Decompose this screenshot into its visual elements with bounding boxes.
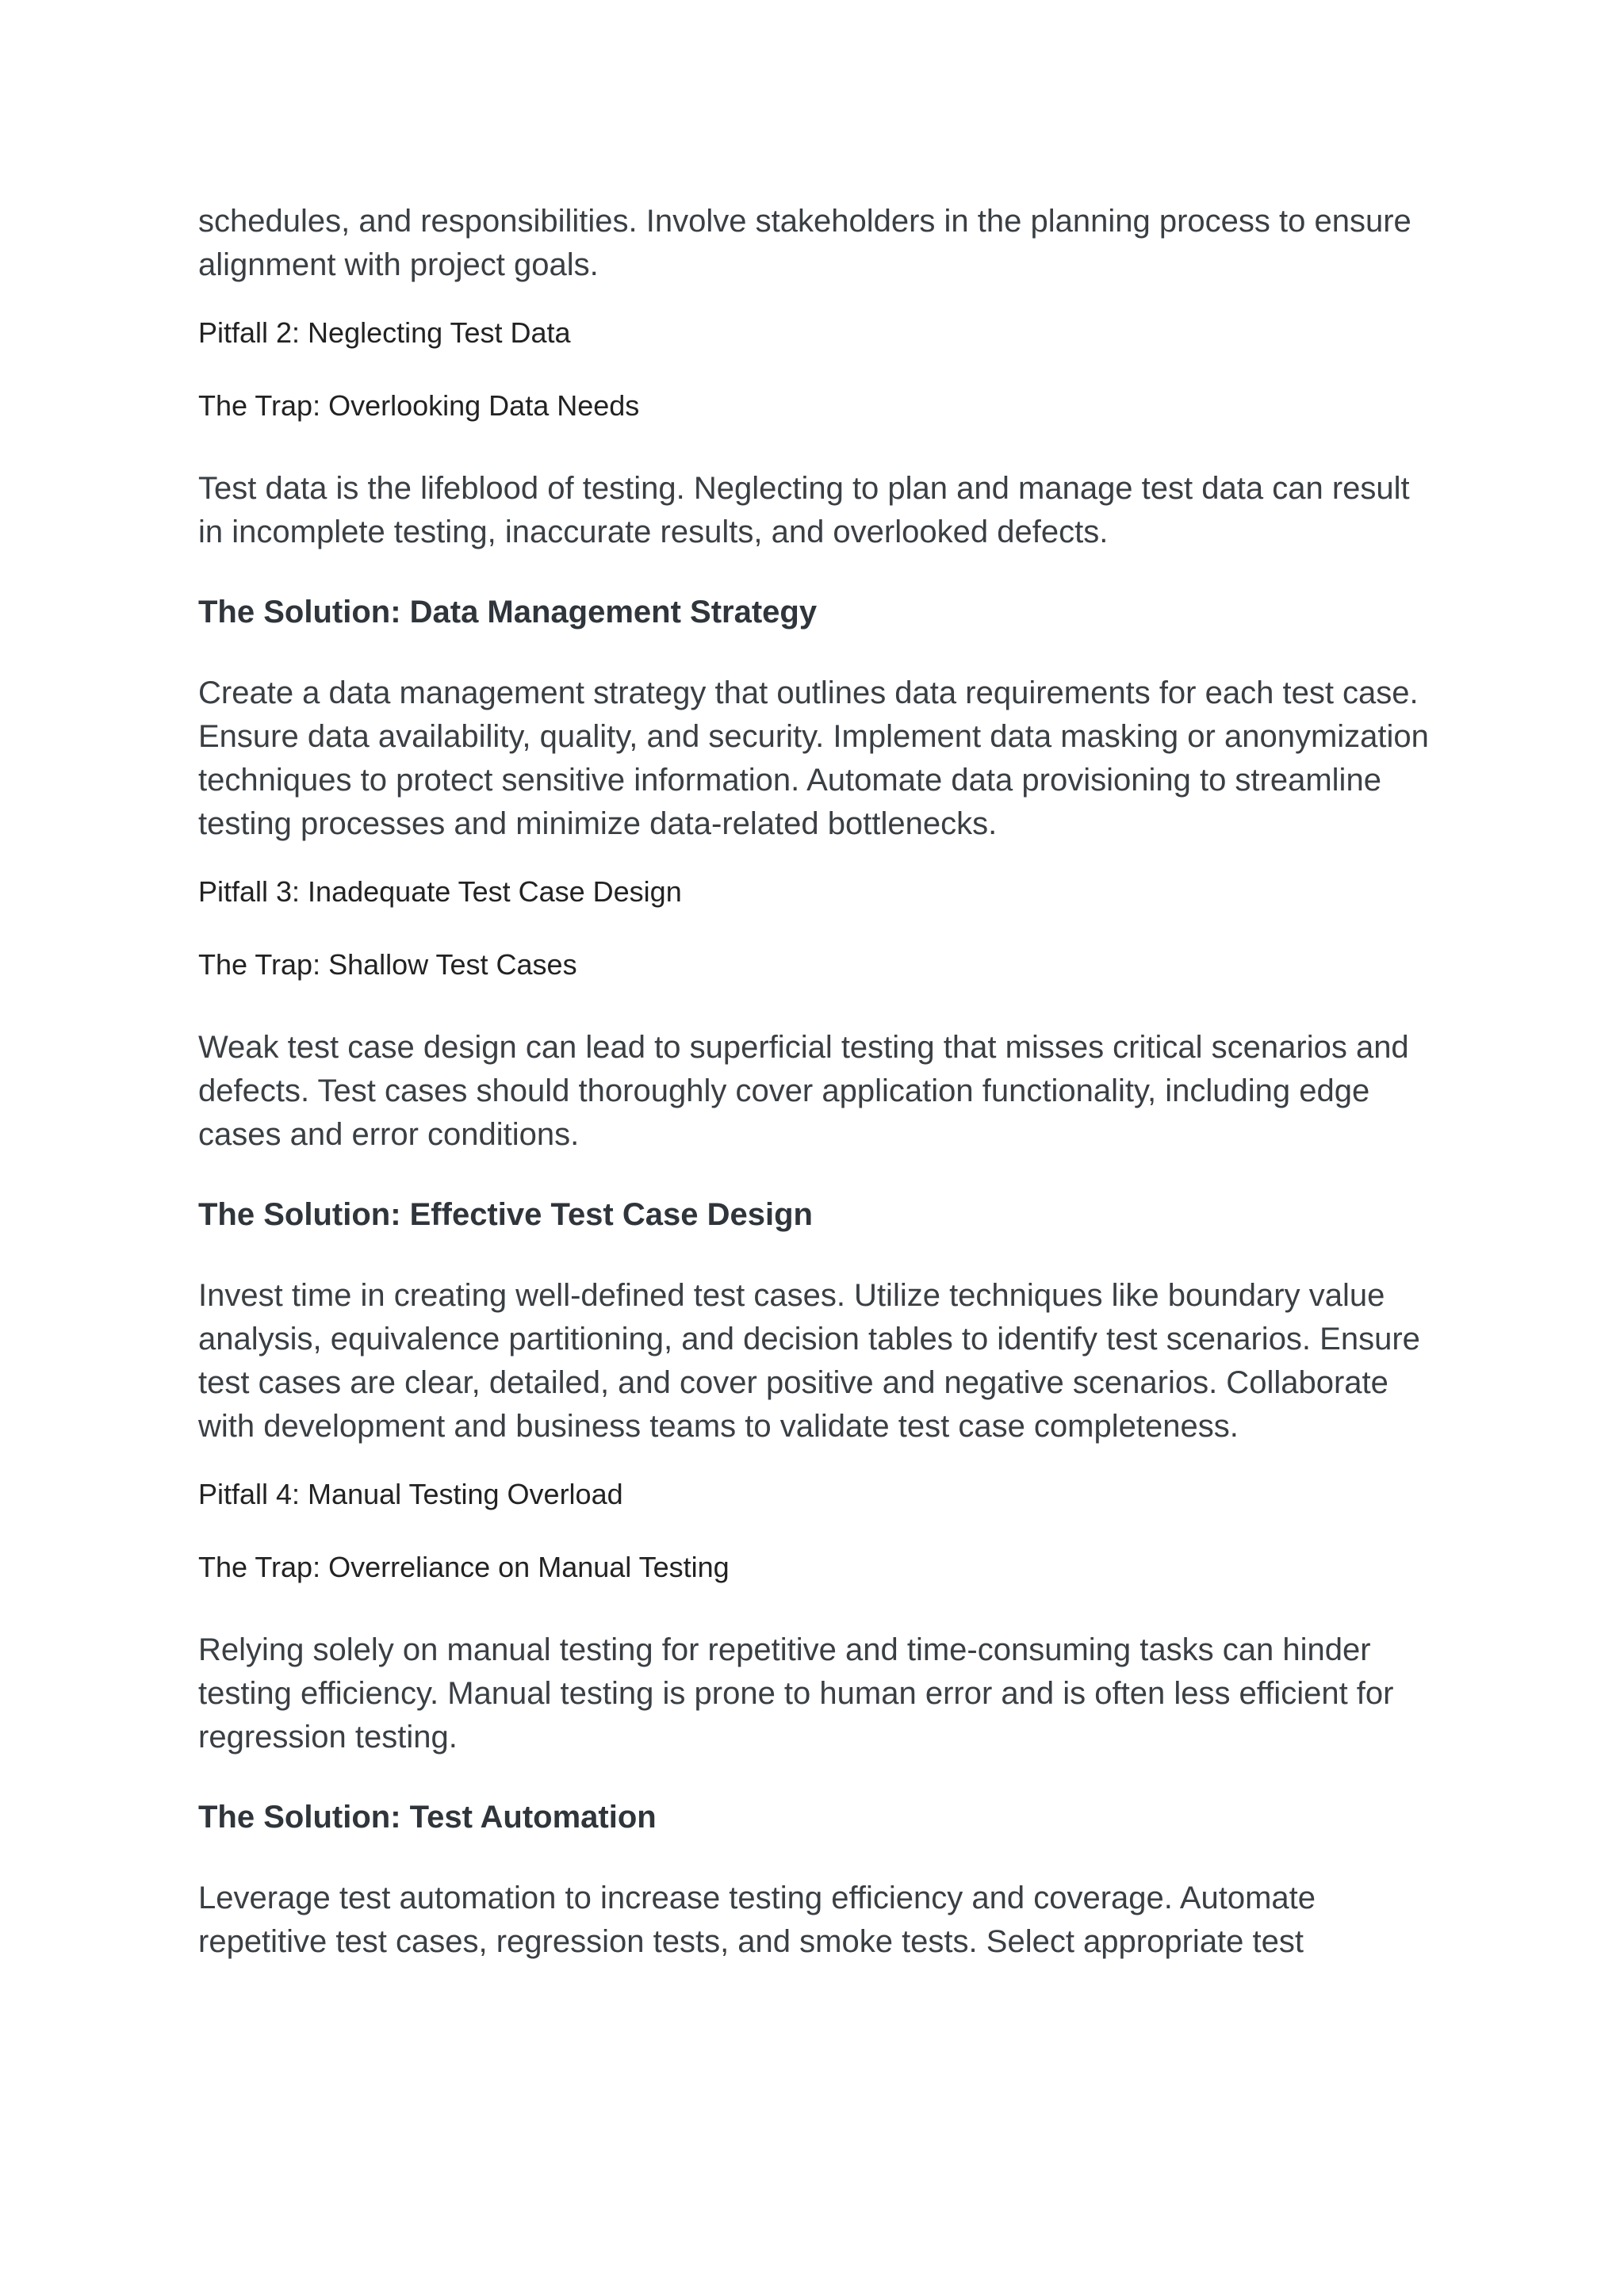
paragraph-data-strategy: Create a data management strategy that outlines data requirements for each test case. Ensure data availability, quality, and security. Implement data masking or anonymization techniques to protect sensitive information. Automate data provisioning to streamline testing processes and minimize data-related bottlenecks. <box>198 675 1429 841</box>
paragraph-test-case-design: Invest time in creating well-defined test cases. Utilize techniques like boundary value analysis, equivalence partitioning, and decision tables to identify test scenarios. Ensure test cases are clear, detailed, and cover positive and negative scenarios. Collaborate with development and business teams to validate test case completeness. <box>198 1278 1420 1444</box>
pitfall-3-heading: Pitfall 3: Inadequate Test Case Design <box>198 875 682 908</box>
trap-3-heading: The Trap: Shallow Test Cases <box>198 948 577 981</box>
trap-4-heading: The Trap: Overreliance on Manual Testing <box>198 1551 730 1583</box>
paragraph-test-automation: Leverage test automation to increase testing efficiency and coverage. Automate repetitive test cases, regression tests, and smoke tests. Select appropriate test <box>198 1881 1316 1959</box>
pitfall-4-heading: Pitfall 4: Manual Testing Overload <box>198 1478 623 1510</box>
trap-2-heading: The Trap: Overlooking Data Needs <box>198 389 640 422</box>
paragraph-planning-continued: schedules, and responsibilities. Involve stakeholders in the planning process to ensure alignment with project goals. <box>198 204 1411 282</box>
pitfall-2-heading: Pitfall 2: Neglecting Test Data <box>198 316 571 349</box>
paragraph-manual-testing: Relying solely on manual testing for repetitive and time-consuming tasks can hinder testing efficiency. Manual testing is prone to human error and is often less efficient for regression testing. <box>198 1632 1394 1755</box>
solution-2-heading: The Solution: Data Management Strategy <box>198 595 818 629</box>
document-body <box>198 200 1435 1964</box>
solution-3-heading: The Solution: Effective Test Case Design <box>198 1197 813 1232</box>
paragraph-test-data: Test data is the lifeblood of testing. Neglecting to plan and manage test data can result in incomplete testing, inaccurate results, and overlooked defects. <box>198 471 1410 549</box>
solution-4-heading: The Solution: Test Automation <box>198 1800 657 1835</box>
paragraph-weak-design: Weak test case design can lead to superficial testing that misses critical scenarios and defects. Test cases should thoroughly cover application functionality, including edge cases and error conditions. <box>198 1030 1409 1152</box>
